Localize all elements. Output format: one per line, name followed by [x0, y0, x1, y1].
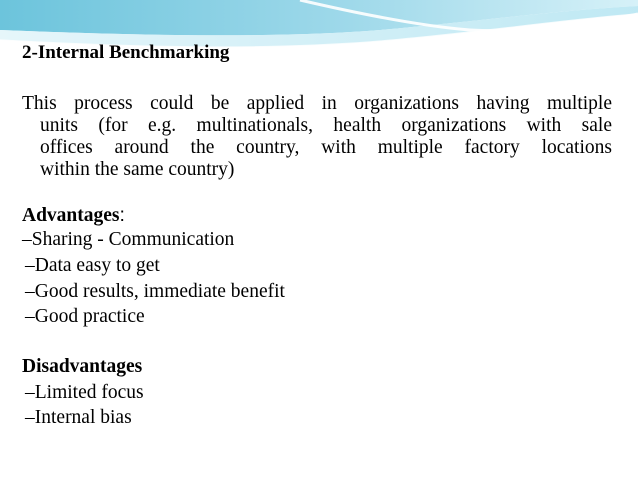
- paragraph-line: This process could be applied in organizations having multiple: [22, 93, 612, 114]
- advantage-item: –Good practice: [25, 306, 145, 327]
- advantage-item: –Good results, immediate benefit: [25, 281, 285, 302]
- description-paragraph: [22, 93, 612, 181]
- advantage-item: –Sharing - Communication: [22, 229, 235, 250]
- advantages-heading-label: Advantages: [22, 205, 120, 226]
- disadvantage-item: –Limited focus: [25, 382, 144, 403]
- paragraph-line: units (for e.g. multinationals, health organizations with sale: [40, 115, 612, 136]
- advantages-heading-colon: :: [119, 204, 125, 226]
- paragraph-line: within the same country): [40, 159, 235, 180]
- paragraph-line: offices around the country, with multiple factory locations: [40, 137, 612, 158]
- advantages-heading: [22, 203, 614, 228]
- disadvantages-heading: Disadvantages: [22, 356, 143, 377]
- slide-title: 2-Internal Benchmarking: [22, 42, 230, 63]
- disadvantage-item: –Internal bias: [25, 407, 132, 428]
- advantage-item: –Data easy to get: [25, 255, 160, 276]
